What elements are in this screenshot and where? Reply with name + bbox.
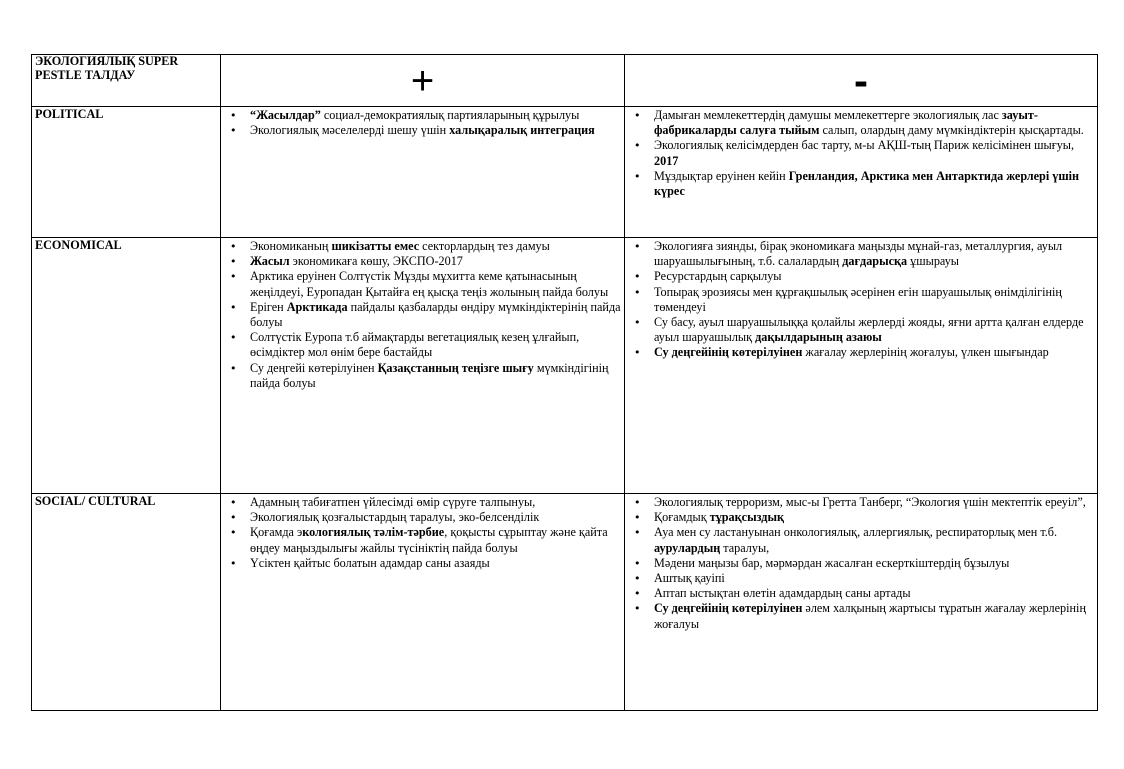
list-item bbox=[654, 345, 1094, 360]
list-item bbox=[654, 138, 1094, 168]
plus-list bbox=[224, 495, 621, 571]
list-item bbox=[250, 361, 621, 391]
list-item-text: Экологиялық қозғалыстардың таралуы, эко-белсенділік bbox=[250, 510, 540, 525]
minus-cell bbox=[625, 107, 1098, 238]
row-label: SOCIAL/ CULTURAL bbox=[32, 494, 221, 711]
row-label: ECONOMICAL bbox=[32, 238, 221, 494]
list-item bbox=[654, 285, 1094, 315]
list-item bbox=[250, 239, 621, 254]
list-item-text: Гренландия, Арктика мен Антарктида жерлері үшін күрес bbox=[654, 168, 1080, 199]
list-item-text: Экологиялық келісімдерден бас тарту, м-ы АҚШ-тың Париж келісімінен шығуы, bbox=[654, 138, 1075, 153]
minus-header: - bbox=[625, 55, 1098, 107]
list-item bbox=[250, 525, 621, 555]
list-item-text: Қазақстанның теңізге шығу bbox=[377, 360, 534, 375]
list-item-text: пайдалы қазбаларды өндіру мүмкіндіктерінің пайда болуы bbox=[250, 299, 621, 330]
list-item bbox=[250, 300, 621, 330]
list-item-text: Аштық қауіпі bbox=[654, 571, 725, 586]
list-item-text: Арктикада bbox=[286, 299, 348, 314]
list-item bbox=[654, 510, 1094, 525]
list-item-text: аурулардың bbox=[654, 540, 721, 555]
row-label: POLITICAL bbox=[32, 107, 221, 238]
list-item-text: ұшырауы bbox=[907, 254, 959, 269]
list-item bbox=[250, 330, 621, 360]
plus-cell bbox=[221, 107, 625, 238]
list-item bbox=[654, 108, 1094, 138]
list-item-text: Су басу, ауыл шаруашылыққа қолайлы жерлерді жояды, яғни артта қалған елдерде ауыл шаруашылық bbox=[654, 315, 1084, 345]
list-item-text: Арктика еруінен Солтүстік Мұзды мұхитта кеме қатынасының жеңілдеуі, Еуропадан Қытайға ең қысқа теңіз жолының пайда болуы bbox=[250, 269, 609, 299]
minus-cell bbox=[625, 238, 1098, 494]
list-item bbox=[654, 571, 1094, 586]
list-item-text: “Жасылдар” bbox=[250, 108, 321, 122]
list-item bbox=[250, 495, 621, 510]
table-title: ЭКОЛОГИЯЛЫҚ SUPER PESTLE ТАЛДАУ bbox=[32, 55, 221, 107]
table-row-political bbox=[32, 107, 1098, 238]
list-item bbox=[654, 239, 1094, 269]
list-item-text: дақылдарының азаюы bbox=[755, 330, 882, 345]
list-item-text: Адамның табиғатпен үйлесімді өмір сүруге талпынуы, bbox=[250, 495, 536, 509]
list-item bbox=[654, 495, 1094, 510]
list-item-text: жағалау жерлерінің жоғалуы, үлкен шығындар bbox=[802, 345, 1049, 360]
minus-list bbox=[628, 495, 1094, 632]
list-item bbox=[654, 315, 1094, 345]
list-item-text: Ресурстардың сарқылуы bbox=[654, 269, 782, 284]
list-item-text: Топырақ эрозиясы мен құрғақшылық әсерінен егін шаруашылық өнімділігінің төмендеуі bbox=[654, 284, 1062, 314]
list-item-text: зауыт-фабрикаларды салуға тыйым bbox=[654, 108, 1038, 138]
list-item-text: секторлардың тез дамуы bbox=[419, 239, 550, 253]
list-item bbox=[654, 169, 1094, 199]
list-item-text: Экологиялық терроризм, мыс-ы Гретта Танберг, “Экология үшін мектептік ереуіл”, bbox=[654, 495, 1086, 509]
table-row-economical bbox=[32, 238, 1098, 494]
list-item-text: кологиялық тәлім-тәрбие bbox=[302, 525, 445, 540]
minus-cell bbox=[625, 494, 1098, 711]
plus-list bbox=[224, 239, 621, 391]
list-item bbox=[250, 269, 621, 299]
list-item bbox=[654, 586, 1094, 601]
list-item-text: Қоғамда э bbox=[250, 525, 303, 540]
list-item-text: Мәдени маңызы бар, мәрмәрдан жасалған ескерткіштердің бұзылуы bbox=[654, 555, 1010, 570]
list-item-text: Ауа мен су ластануынан онкологиялық, аллергиялық, респираторлық мен т.б. bbox=[654, 525, 1058, 540]
list-item bbox=[250, 123, 621, 138]
list-item-text: мүмкіндігінің пайда болуы bbox=[250, 360, 609, 390]
list-item-text: , қоқысты сұрыптау және қайта өңдеу маңыздылығы жайлы түсініктің пайда болуы bbox=[250, 525, 608, 555]
list-item bbox=[654, 525, 1094, 555]
plus-cell bbox=[221, 238, 625, 494]
plus-cell bbox=[221, 494, 625, 711]
list-item bbox=[654, 601, 1094, 631]
minus-list bbox=[628, 239, 1094, 361]
list-item-text: социал-демократиялық партияларының құрылуы bbox=[320, 108, 580, 122]
list-item bbox=[654, 269, 1094, 284]
list-item bbox=[250, 254, 621, 269]
list-item bbox=[250, 510, 621, 525]
list-item-text: Экологияға зиянды, бірақ экономикаға маңызды мұнай-газ, металлургия, ауыл шаруашылығының, т.б. салалардың bbox=[654, 239, 1063, 269]
list-item bbox=[654, 556, 1094, 571]
plus-list bbox=[224, 108, 621, 138]
list-item-text: экономикаға көшу, ЭКСПО-2017 bbox=[289, 254, 463, 269]
list-item-text: Су деңгейі көтерілуінен bbox=[250, 360, 378, 375]
list-item-text: әлем халқының жартысы тұратын жағалау жерлерінің жоғалуы bbox=[654, 601, 1086, 631]
list-item-text: Су деңгейінің көтерілуінен bbox=[654, 601, 803, 616]
list-item-text: Қоғамдық bbox=[654, 510, 710, 525]
list-item bbox=[250, 556, 621, 571]
list-item-text: Үсіктен қайтыс болатын адамдар саны азаяды bbox=[250, 555, 490, 570]
list-item-text: Еріген bbox=[250, 299, 287, 314]
list-item-text: шикізатты емес bbox=[331, 239, 420, 253]
list-item-text: Жасыл bbox=[250, 254, 290, 269]
list-item-text: Су деңгейінің көтерілуінен bbox=[654, 345, 803, 360]
list-item-text: Экологиялық мәселелерді шешу үшін bbox=[250, 123, 450, 138]
plus-header: + bbox=[221, 55, 625, 107]
list-item-text: дағдарысқа bbox=[842, 254, 908, 269]
list-item-text: Солтүстік Еуропа т.б аймақтарды вегетациялық кезең ұлғайып, өсімдіктер мол өнім бере бастайды bbox=[250, 330, 580, 360]
list-item-text: тұрақсыздық bbox=[709, 510, 784, 525]
list-item-text: салып, олардың даму мүмкіндіктерін қысқартады. bbox=[819, 123, 1084, 138]
list-item bbox=[250, 108, 621, 123]
list-item-text: Дамыған мемлекеттердің дамушы мемлекеттерге экологиялық лас bbox=[654, 108, 1002, 122]
header-row bbox=[32, 55, 1098, 107]
list-item-text: Аптап ыстықтан өлетін адамдардың саны артады bbox=[654, 586, 911, 601]
list-item-text: таралуы, bbox=[720, 540, 770, 555]
minus-list bbox=[628, 108, 1094, 199]
pestle-table bbox=[31, 54, 1098, 711]
list-item-text: Мұздықтар еруінен кейін bbox=[654, 168, 789, 183]
list-item-text: 2017 bbox=[654, 153, 679, 168]
table-row-social-cultural bbox=[32, 494, 1098, 711]
list-item-text: Экономиканың bbox=[250, 239, 332, 253]
list-item-text: халықаралық интеграция bbox=[449, 123, 595, 138]
